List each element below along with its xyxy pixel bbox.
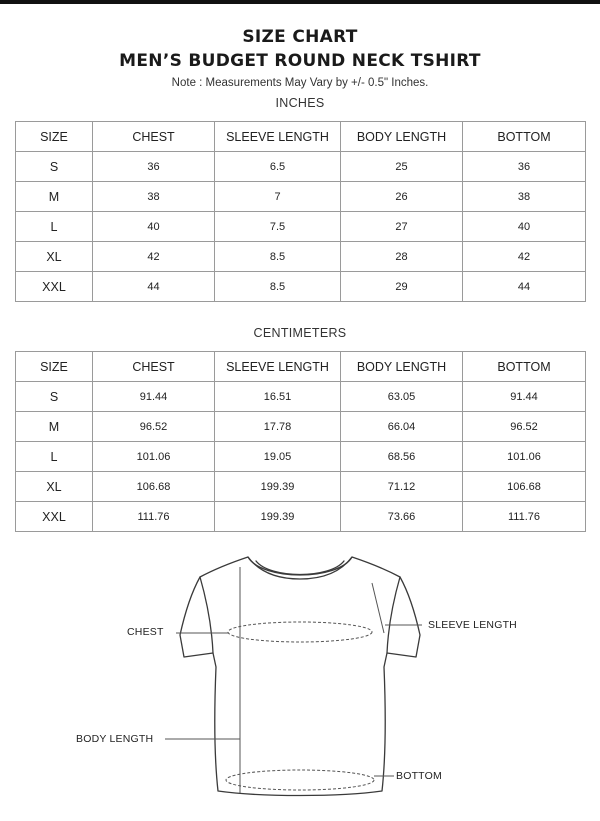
- chest-cell: 96.52: [93, 412, 215, 442]
- table-row: [16, 152, 586, 182]
- inches-size-table: [15, 121, 586, 302]
- size-cell: M: [16, 412, 93, 442]
- body-length-cell: 66.04: [341, 412, 463, 442]
- bottom-cell: 111.76: [463, 502, 586, 532]
- chest-cell: 111.76: [93, 502, 215, 532]
- table-header-row: [16, 122, 586, 152]
- centimeters-heading: CENTIMETERS: [253, 326, 347, 340]
- column-header-bottom: BOTTOM: [463, 122, 586, 152]
- tshirt-illustration: [0, 545, 600, 816]
- chest-cell: 91.44: [93, 382, 215, 412]
- table-row: [16, 182, 586, 212]
- sleeve-length-cell: 199.39: [215, 502, 341, 532]
- table-row: [16, 472, 586, 502]
- bottom-cell: 96.52: [463, 412, 586, 442]
- inches-heading: INCHES: [275, 96, 325, 110]
- column-header-sleeve-length: SLEEVE LENGTH: [215, 352, 341, 382]
- table-row: [16, 442, 586, 472]
- column-header-size: SIZE: [16, 352, 93, 382]
- collar-inner: [256, 561, 344, 575]
- chest-cell: 106.68: [93, 472, 215, 502]
- size-cell: S: [16, 382, 93, 412]
- body-length-cell: 68.56: [341, 442, 463, 472]
- chest-cell: 38: [93, 182, 215, 212]
- body-length-cell: 29: [341, 272, 463, 302]
- size-cell: L: [16, 212, 93, 242]
- right-sleeve-seam: [387, 577, 400, 653]
- chest-cell: 36: [93, 152, 215, 182]
- sleeve-length-label: SLEEVE LENGTH: [428, 619, 517, 631]
- bottom-cell: 106.68: [463, 472, 586, 502]
- size-cell: L: [16, 442, 93, 472]
- table-row: [16, 212, 586, 242]
- body-length-cell: 63.05: [341, 382, 463, 412]
- sleeve-length-cell: 8.5: [215, 272, 341, 302]
- size-cell: M: [16, 182, 93, 212]
- size-cell: XL: [16, 242, 93, 272]
- sleeve-length-cell: 7: [215, 182, 341, 212]
- sleeve-length-cell: 16.51: [215, 382, 341, 412]
- measurement-note: Note : Measurements May Vary by +/- 0.5" Inches.: [171, 77, 429, 89]
- body-length-cell: 27: [341, 212, 463, 242]
- size-cell: XL: [16, 472, 93, 502]
- body-length-cell: 28: [341, 242, 463, 272]
- centimeters-size-table: [15, 351, 586, 532]
- sleeve-length-measure-line: [372, 583, 384, 633]
- table-header-row: [16, 352, 586, 382]
- column-header-chest: CHEST: [93, 122, 215, 152]
- bottom-cell: 101.06: [463, 442, 586, 472]
- chest-cell: 40: [93, 212, 215, 242]
- sleeve-length-cell: 17.78: [215, 412, 341, 442]
- table-row: [16, 272, 586, 302]
- chest-cell: 42: [93, 242, 215, 272]
- bottom-cell: 40: [463, 212, 586, 242]
- product-title: MEN’S BUDGET ROUND NECK TSHIRT: [119, 51, 481, 71]
- page-title: SIZE CHART: [242, 27, 358, 47]
- table-row: [16, 502, 586, 532]
- body-length-cell: 25: [341, 152, 463, 182]
- body-length-cell: 71.12: [341, 472, 463, 502]
- chest-measure-ellipse: [228, 622, 372, 642]
- table-row: [16, 412, 586, 442]
- collar-outline: [248, 557, 352, 575]
- bottom-measure-ellipse: [226, 770, 374, 790]
- bottom-label: BOTTOM: [396, 770, 442, 782]
- sleeve-length-cell: 199.39: [215, 472, 341, 502]
- column-header-size: SIZE: [16, 122, 93, 152]
- sleeve-length-cell: 19.05: [215, 442, 341, 472]
- bottom-cell: 42: [463, 242, 586, 272]
- chest-label: CHEST: [127, 626, 164, 638]
- body-length-cell: 26: [341, 182, 463, 212]
- chest-cell: 101.06: [93, 442, 215, 472]
- table-row: [16, 242, 586, 272]
- bottom-cell: 38: [463, 182, 586, 212]
- bottom-cell: 44: [463, 272, 586, 302]
- top-border: [0, 0, 600, 4]
- column-header-body-length: BODY LENGTH: [341, 122, 463, 152]
- size-cell: XXL: [16, 272, 93, 302]
- table-row: [16, 382, 586, 412]
- column-header-sleeve-length: SLEEVE LENGTH: [215, 122, 341, 152]
- tshirt-diagram: [0, 545, 600, 816]
- sleeve-length-cell: 8.5: [215, 242, 341, 272]
- bottom-cell: 36: [463, 152, 586, 182]
- sleeve-length-cell: 7.5: [215, 212, 341, 242]
- column-header-chest: CHEST: [93, 352, 215, 382]
- column-header-body-length: BODY LENGTH: [341, 352, 463, 382]
- left-sleeve-seam: [200, 577, 213, 653]
- bottom-cell: 91.44: [463, 382, 586, 412]
- body-length-cell: 73.66: [341, 502, 463, 532]
- sleeve-length-cell: 6.5: [215, 152, 341, 182]
- column-header-bottom: BOTTOM: [463, 352, 586, 382]
- tshirt-outline: [180, 557, 420, 796]
- chest-cell: 44: [93, 272, 215, 302]
- body-length-label: BODY LENGTH: [76, 733, 154, 745]
- size-cell: XXL: [16, 502, 93, 532]
- size-cell: S: [16, 152, 93, 182]
